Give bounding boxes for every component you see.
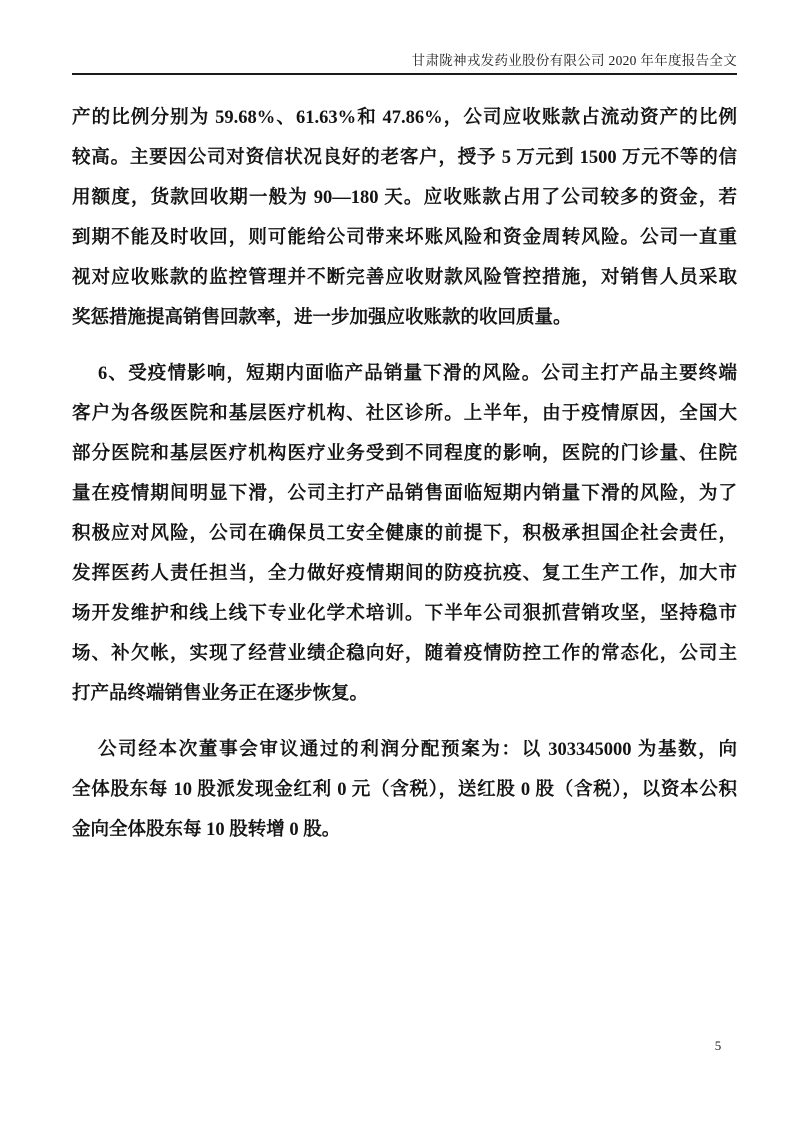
text-line: 产的比例分别为 59.68%、61.63%和 47.86%，公司应收账款占流动资产的比例 [72,108,737,128]
page-number: 5 [714,1038,722,1053]
report-header-title: 甘肃陇神戎发药业股份有限公司 2020 年年度报告全文 [411,53,737,68]
text-line: 场开发维护和线上线下专业化学术培训。下半年公司狠抓营销攻坚，坚持稳市 [72,604,737,624]
text-line: 全体股东每 10 股派发现金红利 0 元（含税），送红股 0 股（含税），以资本公积 [72,780,737,800]
text-line: 客户为各级医院和基层医疗机构、社区诊所。上半年，由于疫情原因，全国大 [72,404,737,424]
text-line: 视对应收账款的监控管理并不断完善应收财款风险管控措施，对销售人员采取 [72,268,737,288]
page-header [72,0,737,75]
text-line: 用额度，货款回收期一般为 90—180 天。应收账款占用了公司较多的资金，若 [72,188,737,208]
paragraph [72,354,737,714]
text-line: 打产品终端销售业务正在逐步恢复。 [72,684,369,704]
paragraph [72,98,737,338]
text-line: 奖惩措施提高销售回款率，进一步加强应收账款的收回质量。 [72,308,572,328]
text-line: 部分医院和基层医疗机构医疗业务受到不同程度的影响，医院的门诊量、住院 [72,444,737,464]
text-line: 发挥医药人责任担当，全力做好疫情期间的防疫抗疫、复工生产工作，加大市 [72,564,737,584]
text-line: 量在疫情期间明显下滑，公司主打产品销售面临短期内销量下滑的风险，为了 [72,484,737,504]
text-line: 公司经本次董事会审议通过的利润分配预案为：以 303345000 为基数，向 [98,740,737,760]
text-line: 积极应对风险，公司在确保员工安全健康的前提下，积极承担国企社会责任， [72,524,737,544]
document-body [72,98,737,866]
paragraph [72,730,737,850]
text-line: 到期不能及时收回，则可能给公司带来坏账风险和资金周转风险。公司一直重 [72,228,737,248]
text-line: 较高。主要因公司对资信状况良好的老客户，授予 5 万元到 1500 万元不等的信 [72,148,737,168]
text-line: 6、受疫情影响，短期内面临产品销量下滑的风险。公司主打产品主要终端 [98,364,737,384]
text-line: 场、补欠帐，实现了经营业绩企稳向好，随着疫情防控工作的常态化，公司主 [72,644,737,664]
text-line: 金向全体股东每 10 股转增 0 股。 [72,820,341,840]
